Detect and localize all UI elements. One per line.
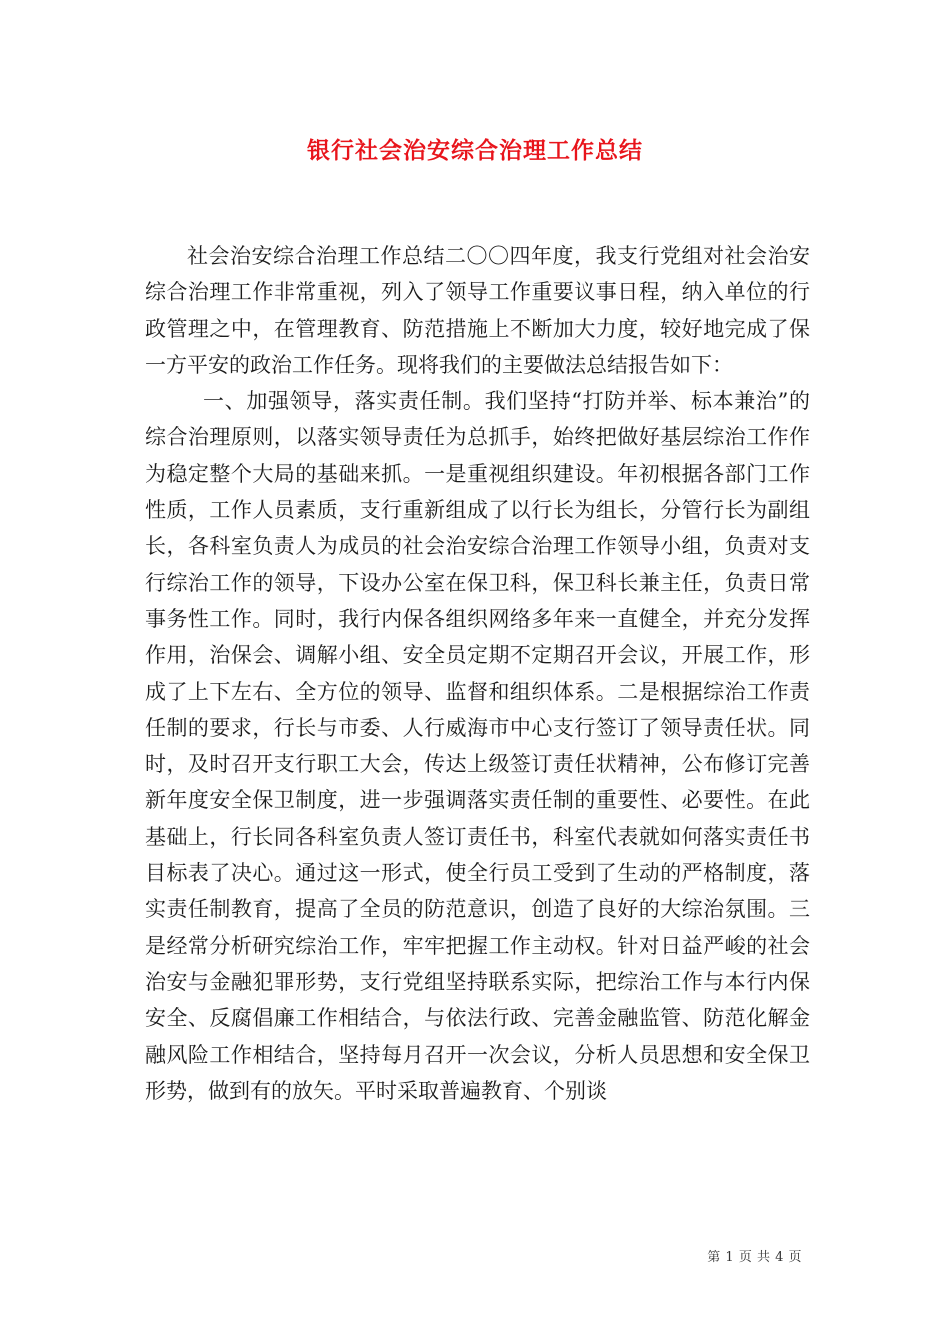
document-body — [145, 238, 810, 1109]
document-title: 银行社会治安综合治理工作总结 — [307, 137, 643, 164]
paragraph-intro: 社会治安综合治理工作总结二〇〇四年度，我支行党组对社会治安综合治理工作非常重视，列入了领导工作重要议事日程，纳入单位的行政管理之中，在管理教育、防范措施上不断加大力度，较好地完成了保一方平安的政治工作任务。现将我们的主要做法总结报告如下： — [145, 244, 810, 377]
page-number-indicator: 第 1 页 共 4 页 — [707, 1250, 802, 1265]
paragraph-section-one: 一、加强领导，落实责任制。我们坚持“打防并举、标本兼治”的综合治理原则，以落实领导责任为总抓手，始终把做好基层综治工作作为稳定整个大局的基础来抓。一是重视组织建设。年初根据各部门工作性质，工作人员素质，支行重新组成了以行长为组长，分管行长为副组长，各科室负责人为成员的社会治安综合治理工作领导小组，负责对支行综治工作的领导，下设办公室在保卫科，保卫科长兼主任，负责日常事务性工作。同时，我行内保各组织网络多年来一直健全，并充分发挥作用，治保会、调解小组、安全员定期不定期召开会议，开展工作，形成了上下左右、全方位的领导、监督和组织体系。二是根据综治工作责任制的要求，行长与市委、人行威海市中心支行签订了领导责任状。同时，及时召开支行职工大会，传达上级签订责任状精神，公布修订完善新年度安全保卫制度，进一步强调落实责任制的重要性、必要性。在此基础上，行长同各科室负责人签订责任书，科室代表就如何落实责任书目标表了决心。通过这一形式，使全行员工受到了生动的严格制度，落实责任制教育，提高了全员的防范意识，创造了良好的大综治氛围。三是经常分析研究综治工作，牢牢把握工作主动权。针对日益严峻的社会治安与金融犯罪形势，支行党组坚持联系实际，把综治工作与本行内保安全、反腐倡廉工作相结合，与依法行政、完善金融监管、防范化解金融风险工作相结合，坚持每月召开一次会议，分析人员思想和安全保卫形势，做到有的放矢。平时采取普遍教育、个别谈 — [145, 389, 810, 1103]
